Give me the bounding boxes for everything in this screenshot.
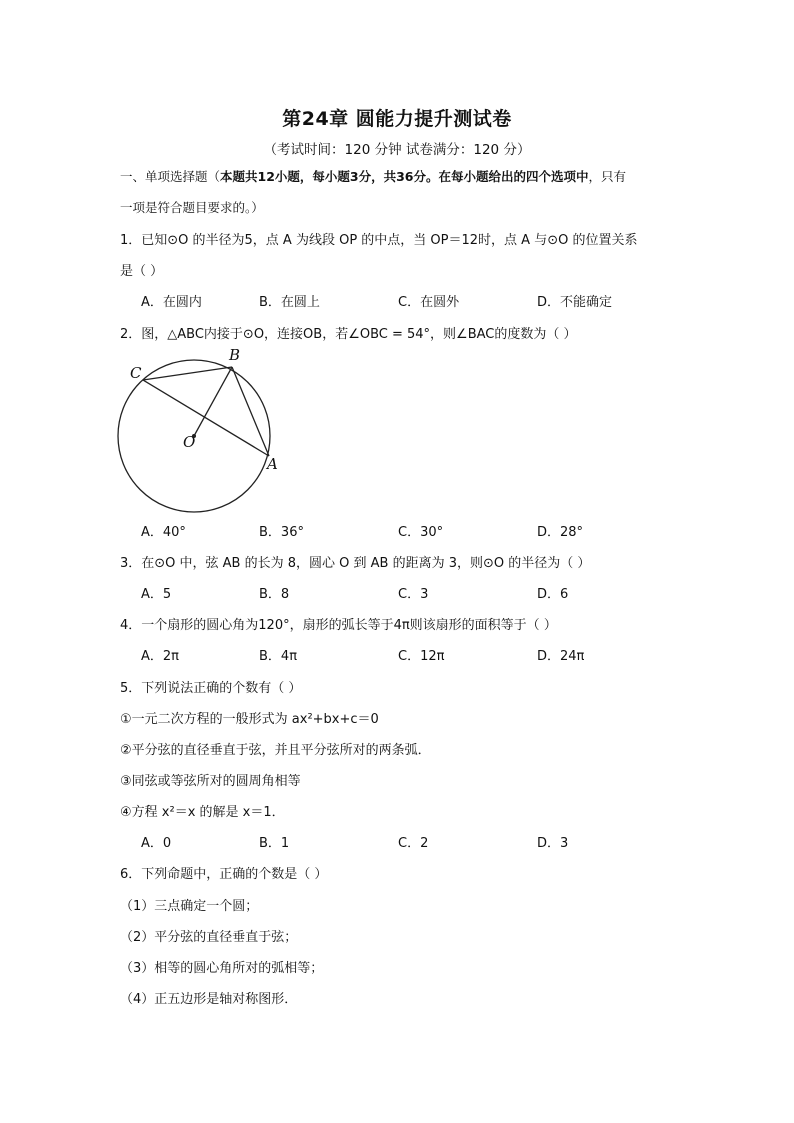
q5-option-a: A．0: [141, 836, 172, 851]
q6-item-1: （1）三点确定一个圆；: [120, 899, 259, 914]
q1-option-b: B．在圆上: [259, 295, 320, 310]
q2-option-d: D．28°: [537, 525, 584, 540]
q2-circle-figure: [112, 344, 292, 523]
label-a: A: [267, 455, 278, 473]
segment-cb: [143, 367, 232, 380]
q1-option-a: A．在圆内: [141, 295, 202, 310]
q5-item-2: ②平分弦的直径垂直于弦，并且平分弦所对的两条弧．: [120, 743, 431, 758]
q5-option-c: C．2: [398, 836, 429, 851]
q5-option-b: B．1: [259, 836, 290, 851]
label-b: B: [229, 346, 241, 364]
q5-item-1: ①一元二次方程的一般形式为 ax²+bx+c＝0: [120, 712, 379, 727]
q5-stem: 5．下列说法正确的个数有（ ）: [120, 681, 302, 696]
q3-option-b: B．8: [259, 587, 290, 602]
segment-ca: [143, 380, 269, 456]
q4-stem: 4．一个扇形的圆心角为120°，扇形的弧长等于4π则该扇形的面积等于（ ）: [120, 618, 557, 633]
q6-item-3: （3）相等的圆心角所对的弧相等；: [120, 961, 324, 976]
segment-ba: [232, 367, 269, 456]
q1-stem-line1: 1．已知⊙O 的半径为5，点 A 为线段 OP 的中点，当 OP＝12时，点 A 与⊙O 的位置关系: [120, 233, 638, 248]
label-o: O: [183, 433, 196, 451]
section-header-line2: 一项是符合题目要求的。）: [120, 200, 264, 215]
q2-option-b: B．36°: [259, 525, 304, 540]
q1-stem-line2: 是（ ）: [120, 264, 164, 279]
q5-option-d: D．3: [537, 836, 569, 851]
page-title: 第24章 圆能力提升测试卷: [282, 108, 512, 130]
q3-option-a: A．5: [141, 587, 172, 602]
section-suffix: ，只有: [588, 169, 627, 184]
segment-ob: [194, 367, 232, 436]
q1-option-c: C．在圆外: [398, 295, 460, 310]
q6-stem: 6．下列命题中，正确的个数是（ ）: [120, 867, 328, 882]
q4-option-b: B．4π: [259, 649, 298, 664]
label-c: C: [130, 364, 142, 382]
q2-option-c: C．30°: [398, 525, 444, 540]
section-header-line1: [120, 167, 626, 185]
q2-stem: 2．图，△ABC内接于⊙O，连接OB，若∠OBC = 54°，则∠BAC的度数为（ ）: [120, 327, 577, 342]
q5-item-3: ③同弦或等弦所对的圆周角相等: [120, 774, 301, 789]
q3-option-c: C．3: [398, 587, 429, 602]
q2-option-a: A．40°: [141, 525, 186, 540]
q4-option-d: D．24π: [537, 649, 585, 664]
circle-diagram: [112, 344, 292, 519]
q4-option-c: C．12π: [398, 649, 445, 664]
section-bold: 本题共12小题，每小题3分，共36分。在每小题给出的四个选项中: [220, 169, 589, 184]
q5-item-4: ④方程 x²＝x 的解是 x＝1．: [120, 805, 285, 820]
q4-option-a: A．2π: [141, 649, 179, 664]
section-prefix: 一、单项选择题（: [120, 169, 221, 184]
q6-item-4: （4）正五边形是轴对称图形．: [120, 992, 298, 1007]
q3-option-d: D．6: [537, 587, 569, 602]
q1-option-d: D．不能确定: [537, 295, 613, 310]
q6-item-2: （2）平分弦的直径垂直于弦；: [120, 930, 298, 945]
exam-info: （考试时间：120 分钟 试卷满分：120 分）: [263, 142, 531, 158]
q3-stem: 3．在⊙O 中，弦 AB 的长为 8，圆心 O 到 AB 的距离为 3，则⊙O 的半径为（ ）: [120, 556, 591, 571]
